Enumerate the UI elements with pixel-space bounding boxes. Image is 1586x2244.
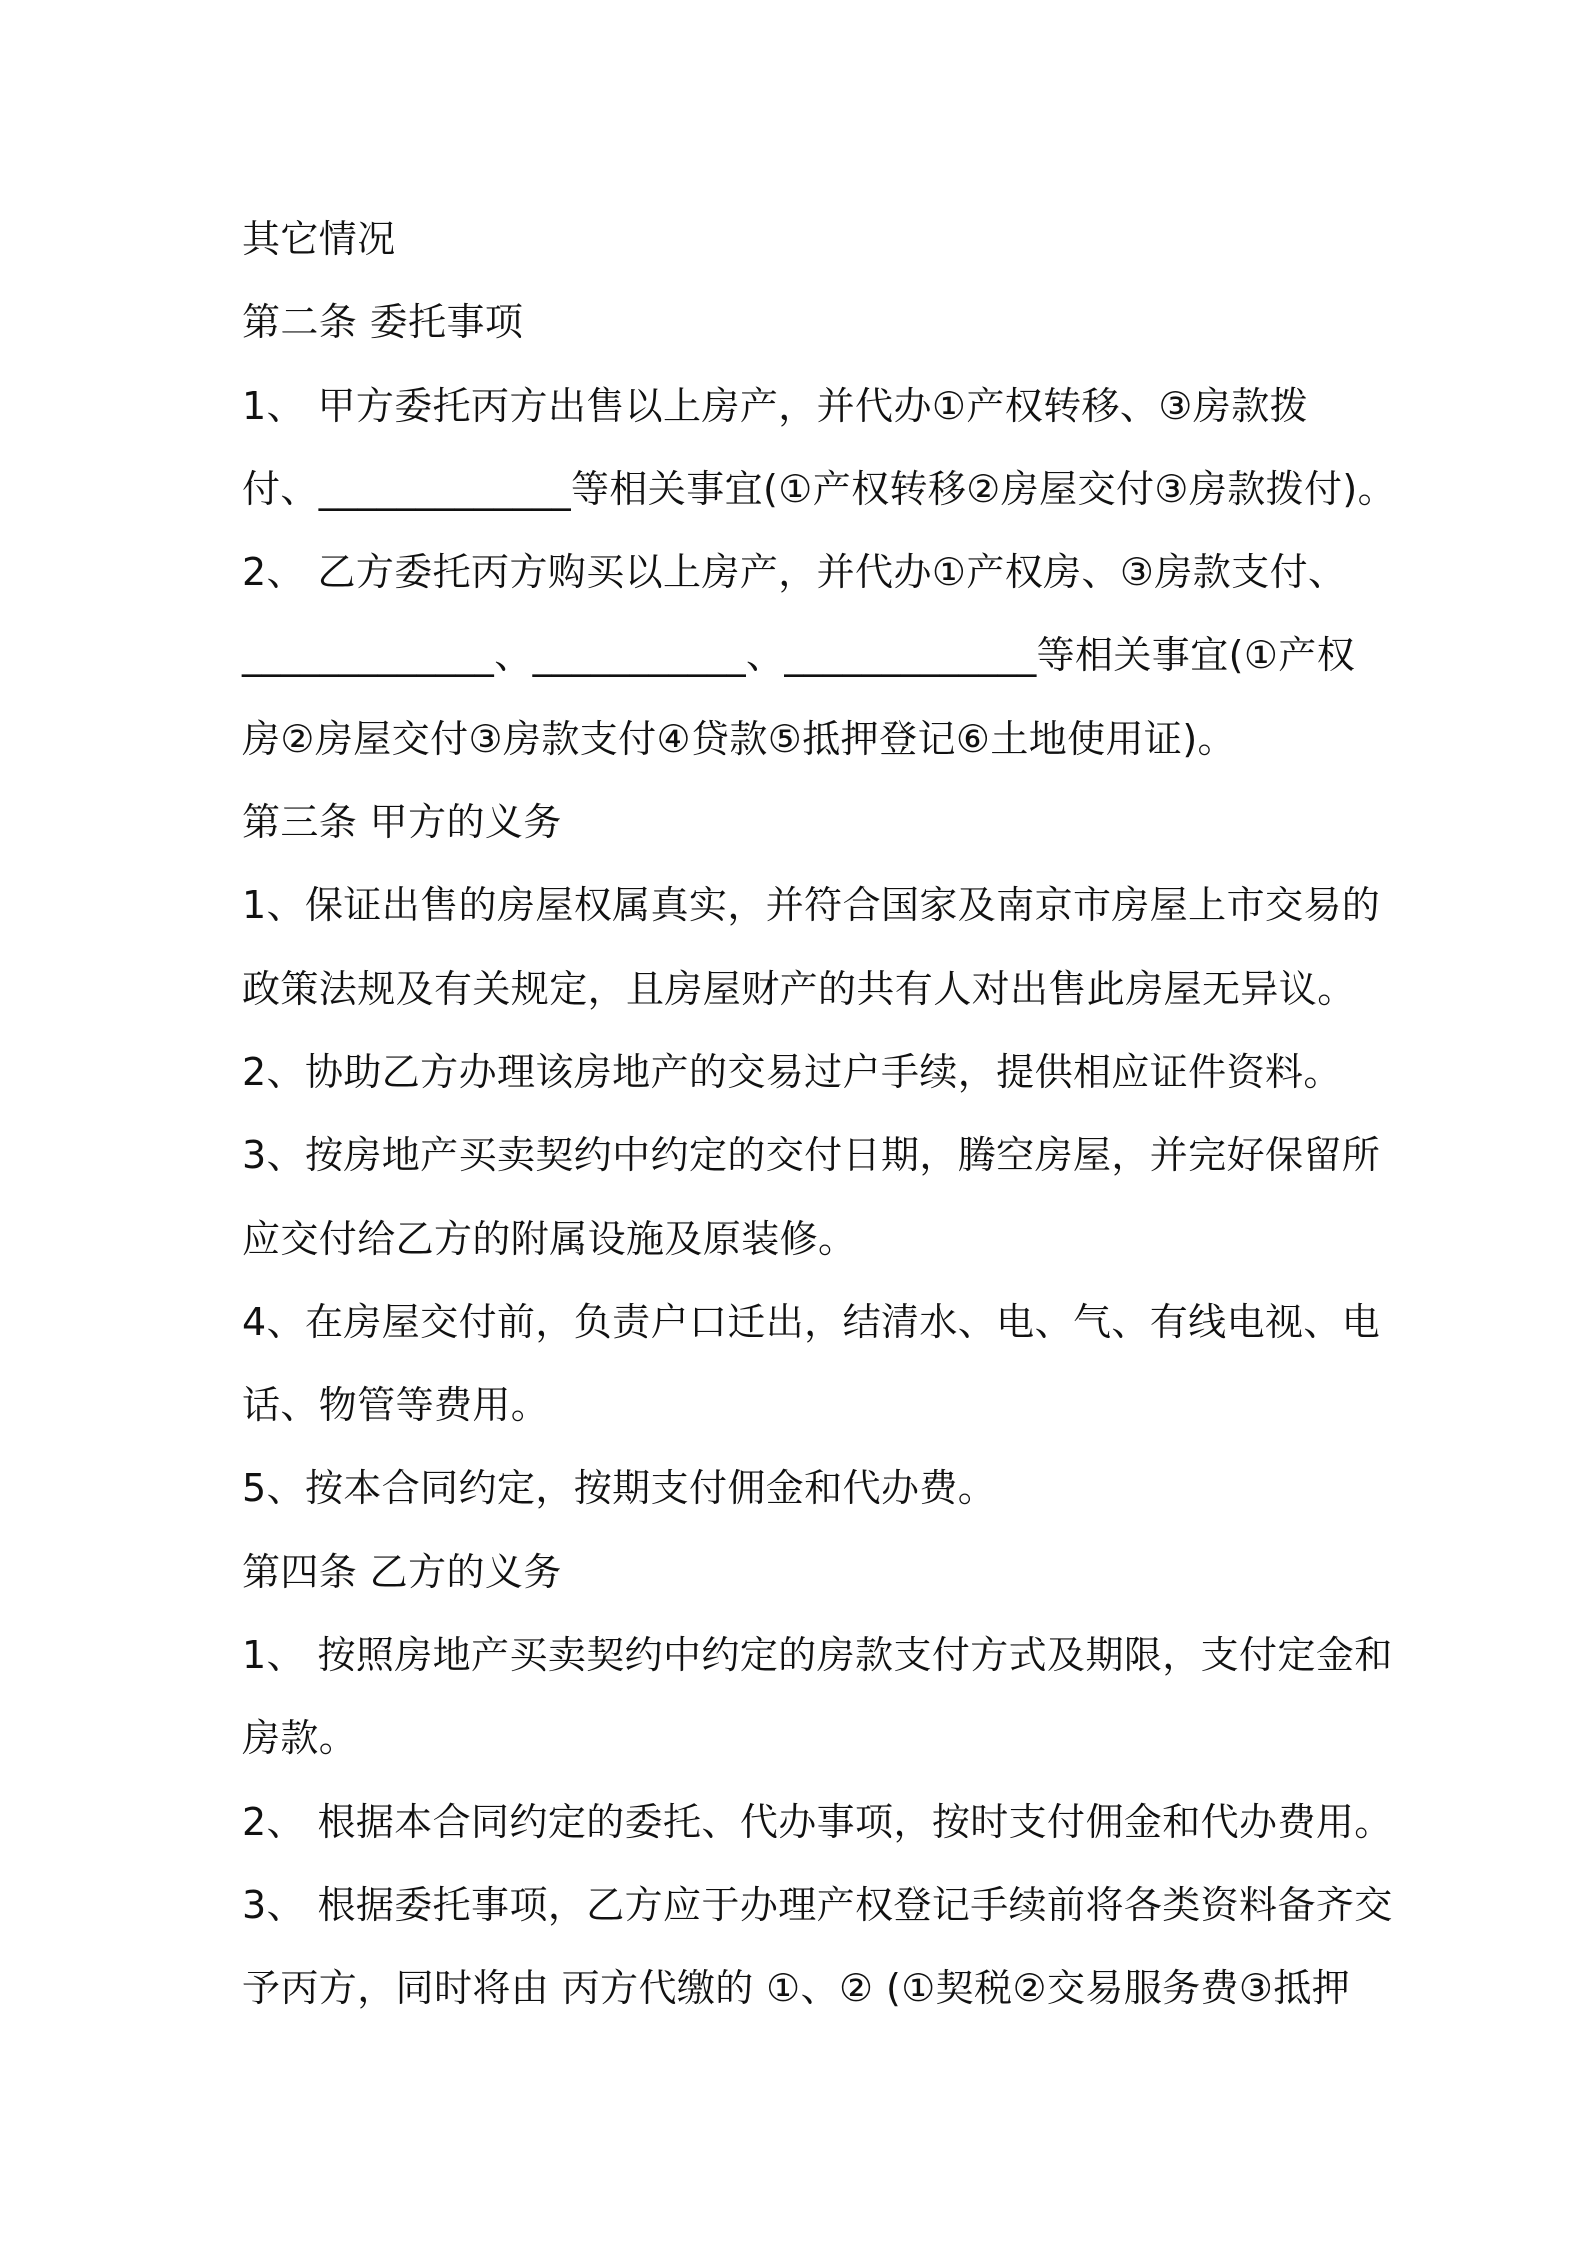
article-4-clause-1-line-1: 1、 按照房地产买卖契约中约定的房款支付方式及期限，支付定金和 (242, 1633, 1393, 1678)
article-4-heading: 第四条 乙方的义务 (242, 1549, 562, 1594)
section-heading-other: 其它情况 (242, 217, 396, 261)
article-3-clause-4-line-1: 4、在房屋交付前，负责户口迁出，结清水、电、气、有线电视、电 (242, 1299, 1381, 1344)
article-3-clause-3-line-1: 3、按房地产买卖契约中约定的交付日期，腾空房屋，并完好保留所 (242, 1133, 1381, 1178)
article-4-clause-3-line-1: 3、 根据委托事项，乙方应于办理产权登记手续前将各类资料备齐交 (242, 1882, 1393, 1927)
article-2-heading: 第二条 委托事项 (242, 300, 524, 345)
document-body (242, 198, 1397, 2031)
article-2-clause-1-line-2: 付、_____________等相关事宜(①产权转移②房屋交付③房款拨付)。 (242, 466, 1397, 511)
article-3-clause-5: 5、按本合同约定，按期支付佣金和代办费。 (242, 1466, 997, 1511)
article-3-clause-4-line-2: 话、物管等费用。 (242, 1383, 550, 1428)
article-4-clause-3-line-2: 予丙方，同时将由 丙方代缴的 ①、② (①契税②交易服务费③抵押 (242, 1966, 1351, 2011)
article-3-clause-3-line-2: 应交付给乙方的附属设施及原装修。 (242, 1216, 857, 1261)
article-4-clause-1-line-2: 房款。 (242, 1716, 358, 1761)
article-4-clause-2: 2、 根据本合同约定的委托、代办事项，按时支付佣金和代办费用。 (242, 1799, 1393, 1844)
article-2-clause-2-line-3: 房②房屋交付③房款支付④贷款⑤抵押登记⑥土地使用证)。 (242, 716, 1236, 761)
article-3-heading: 第三条 甲方的义务 (242, 800, 562, 845)
article-3-clause-1-line-2: 政策法规及有关规定，且房屋财产的共有人对出售此房屋无异议。 (242, 966, 1356, 1011)
article-3-clause-1-line-1: 1、保证出售的房屋权属真实，并符合国家及南京市房屋上市交易的 (242, 883, 1381, 928)
article-2-clause-2-line-1: 2、 乙方委托丙方购买以上房产，并代办①产权房、③房款支付、 (242, 550, 1347, 595)
article-2-clause-2-line-2: _____________、___________、_____________等相关事宜(①产权 (242, 633, 1356, 678)
article-2-clause-1-line-1: 1、 甲方委托丙方出售以上房产，并代办①产权转移、③房款拨 (242, 383, 1308, 428)
article-3-clause-2: 2、协助乙方办理该房地产的交易过户手续，提供相应证件资料。 (242, 1049, 1342, 1094)
